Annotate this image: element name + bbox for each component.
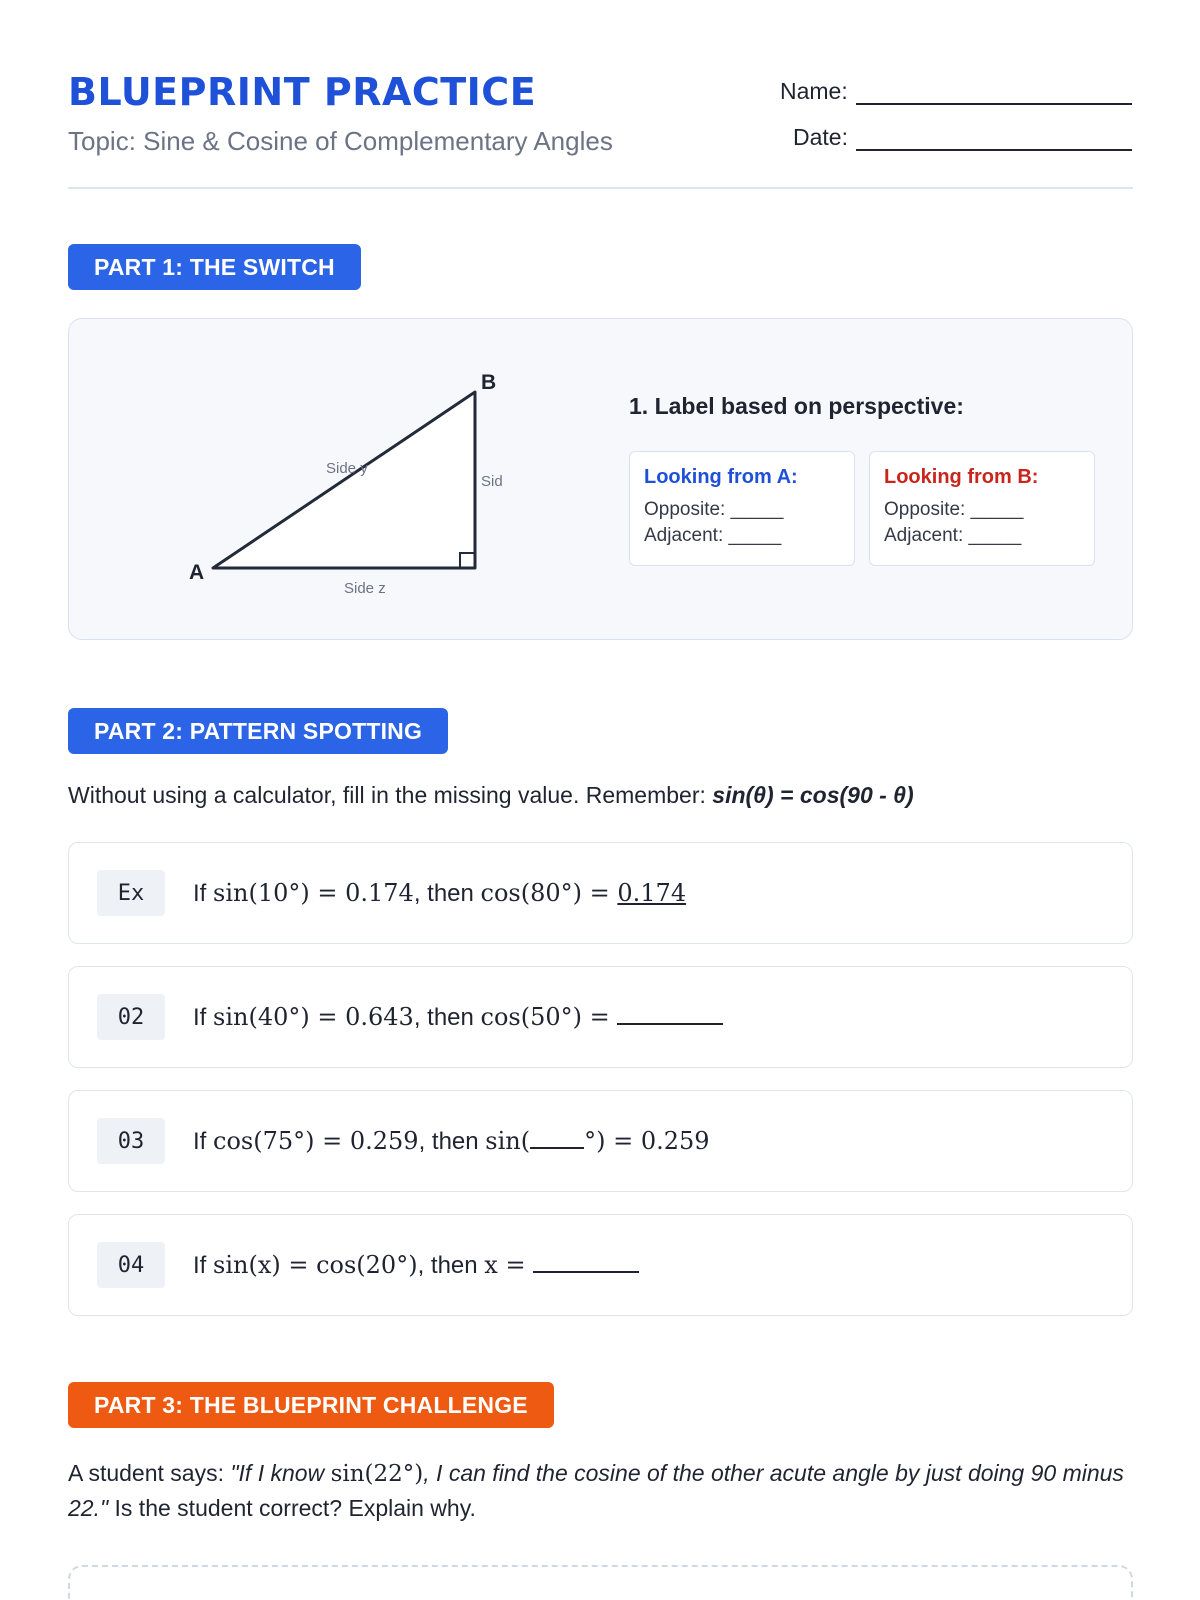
date-field[interactable] [793,124,1132,151]
perspective-card-b [869,451,1095,566]
perspective-b-title: Looking from B: [884,466,1039,488]
name-line[interactable] [856,81,1132,105]
answer-blank[interactable] [533,1251,639,1273]
perspective-b-opposite[interactable]: Opposite: _____ [884,499,1024,520]
expr-math: sin( [485,1126,531,1155]
row-expression [193,1251,639,1280]
vertical-side-label: Sid [481,473,503,490]
part2-instructions [68,782,914,809]
part3-lead: A student says: [68,1460,231,1486]
date-line[interactable] [856,127,1132,151]
answer-blank[interactable] [617,1003,723,1025]
row-expression [193,879,686,908]
perspective-a-title: Looking from A: [644,466,798,488]
expr-math: sin(10°) = 0.174 [213,878,414,907]
perspective-b-adjacent[interactable]: Adjacent: _____ [884,525,1022,546]
expr-text: If [193,1127,214,1155]
student-quote-start: "If I know [230,1460,331,1486]
perspective-question: 1. Label based on perspective: [629,393,964,419]
date-label: Date: [793,124,848,150]
expr-text: , then [417,1251,485,1279]
perspective-card-a [629,451,855,566]
answer-blank[interactable] [530,1127,584,1149]
part1-panel [68,318,1133,640]
expr-text: , then [418,1127,486,1155]
expr-math: sin(40°) = 0.643 [213,1002,414,1031]
example-row [68,842,1133,944]
row-number: 04 [97,1242,165,1288]
expr-math: °) = 0.259 [584,1126,710,1155]
part1-badge: PART 1: THE SWITCH [68,244,361,290]
part2-badge: PART 2: PATTERN SPOTTING [68,708,448,754]
name-label: Name: [780,78,848,104]
problem-row [68,966,1133,1068]
perspective-a-adjacent[interactable]: Adjacent: _____ [644,525,782,546]
name-field[interactable] [780,78,1132,105]
part2-formula: sin(θ) = cos(90 - θ) [712,782,914,808]
expr-text: If [193,1003,214,1031]
expr-text: If [193,1251,214,1279]
triangle-shape [213,392,475,568]
answer-area[interactable] [68,1565,1133,1600]
vertex-a-label: A [189,561,205,584]
perspective-a-opposite[interactable]: Opposite: _____ [644,499,784,520]
expr-text: , then [413,1003,481,1031]
row-expression [193,1003,723,1032]
right-triangle-diagram [69,319,589,641]
problem-row [68,1090,1133,1192]
part3-question: Is the student correct? Explain why. [108,1495,476,1521]
expr-math: cos(75°) = 0.259 [213,1126,419,1155]
row-number: 02 [97,994,165,1040]
expr-math: cos(80°) = [480,878,618,907]
student-quote-math: sin(22°) [330,1461,424,1487]
worksheet-topic: Topic: Sine & Cosine of Complementary Angles [68,126,613,156]
part3-prompt [68,1456,1133,1525]
part3-badge: PART 3: THE BLUEPRINT CHALLENGE [68,1382,554,1428]
example-answer: 0.174 [617,878,687,907]
expr-math: x = [484,1250,534,1279]
expr-text: If [193,879,214,907]
row-number: 03 [97,1118,165,1164]
header-divider [68,187,1133,189]
part2-intro-text: Without using a calculator, fill in the missing value. Remember: [68,782,706,808]
base-side-label: Side z [344,580,386,597]
hypotenuse-label: Side y [326,460,368,477]
vertex-b-label: B [481,371,497,394]
problem-row [68,1214,1133,1316]
expr-text: , then [413,879,481,907]
expr-math: sin(x) = cos(20°) [213,1250,418,1279]
expr-math: cos(50°) = [480,1002,618,1031]
row-expression [193,1127,710,1156]
row-number: Ex [97,870,165,916]
worksheet-title: BLUEPRINT PRACTICE [68,70,537,114]
student-quote-end: , I can find the cosine of the other acute angle by just doing 90 minus 22." [68,1460,1124,1521]
